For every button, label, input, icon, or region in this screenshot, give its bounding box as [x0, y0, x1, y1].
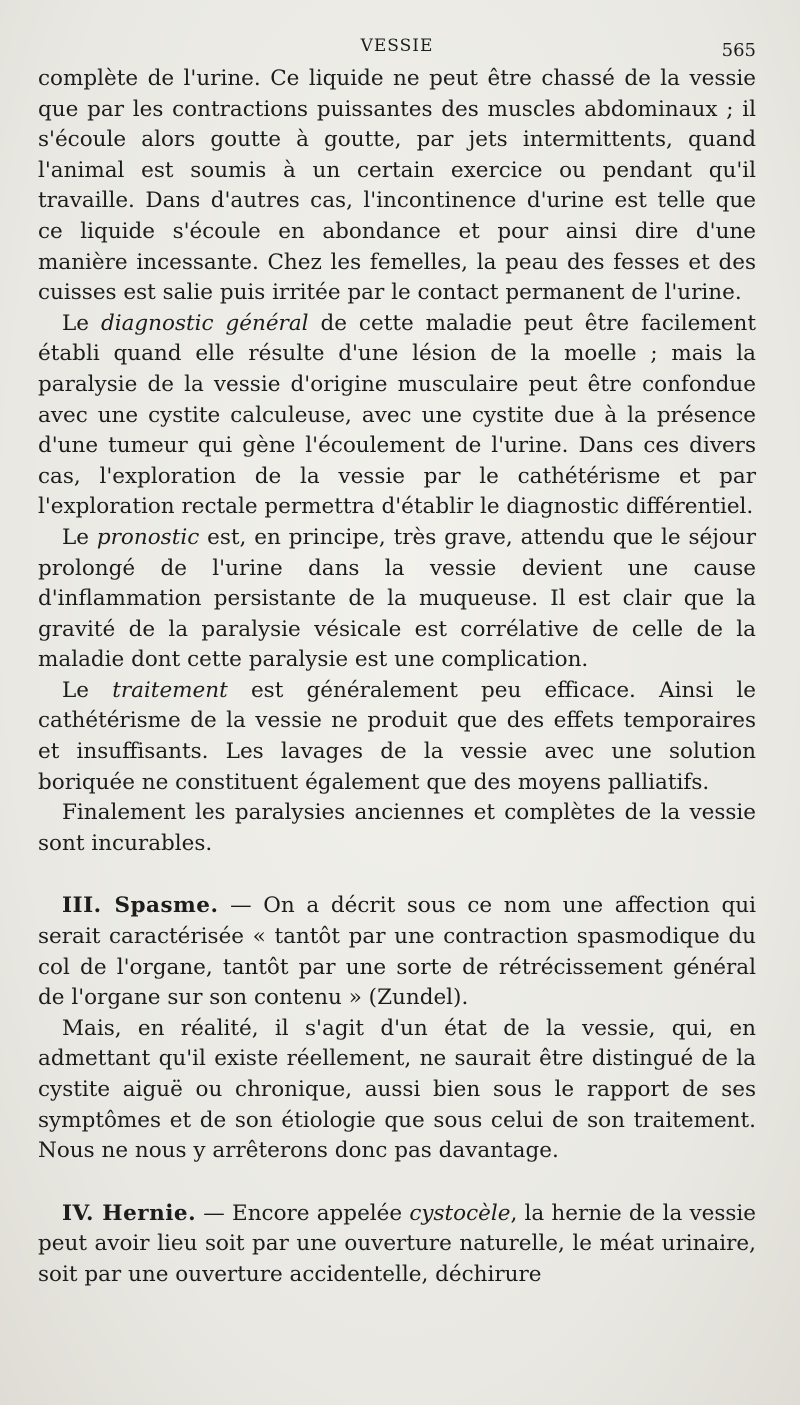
- term-traitement: traitement: [112, 677, 228, 703]
- paragraph-incontinence: complète de l'urine. Ce liquide ne peut être chassé de la vessie que par les contractions puissantes des muscles abdominaux ; il s'écoule alors goutte à goutte, par jets intermittents, quand l'animal est soumis à un certain exercice ou pendant qu'il travaille. Dans d'autres cas, l'incontinence d'urine est telle que ce liquide s'écoule en abondance et pour ainsi dire d'une manière incessante. Chez les femelles, la peau des fesses et des cuisses est salie puis irritée par le contact permanent de l'urine.: [38, 66, 756, 306]
- term-pronostic: pronostic: [96, 524, 200, 550]
- paragraph-text: — On a décrit sous ce nom une affection qui serait caractérisée « tantôt par une contraction spasmodique du col de l'organe, tantôt par une sorte de rétrécissement général de l'organe sur son contenu » (Zundel).: [38, 893, 757, 1011]
- paragraph-text: est généralement peu efficace. Ainsi le cathétérisme de la vessie ne produit que des effets temporaires et insuffisants. Les lavages de la vessie avec une solution boriquée ne constituent également que des moyens palliatifs.: [38, 677, 756, 795]
- term-diagnostic: diagnostic général: [100, 310, 309, 336]
- term-cystocele: cystocèle: [409, 1200, 511, 1226]
- paragraph-text: — Encore appelée: [196, 1200, 410, 1226]
- paragraph-diagnostic: [38, 309, 756, 523]
- body-text: [38, 64, 756, 1291]
- paragraph-traitement: [38, 676, 756, 798]
- paragraph-spasme-discussion: Mais, en réalité, il s'agit d'un état de la vessie, qui, en admettant qu'il existe réellement, ne saurait être distingué de la cystite aiguë ou chronique, aussi bien sous le rapport de ses symptômes et de son étiologie que sous celui de son traitement. Nous ne nous y arrêterons donc pas davantage.: [38, 1015, 756, 1164]
- section-spasme: [38, 891, 756, 1013]
- paragraph-lead: Le: [62, 524, 97, 550]
- paragraph-lead: Le: [62, 677, 113, 703]
- paragraph-text: est, en principe, très grave, attendu que le séjour prolongé de l'urine dans la vessie devient une cause d'inflammation persistante de la muqueuse. Il est clair que la gravité de la paralysie vésicale est corrélative de celle de la maladie dont cette paralysie est une complication.: [38, 524, 756, 673]
- paragraph-text: de cette maladie peut être facilement établi quand elle résulte d'une lésion de la moelle ; mais la paralysie de la vessie d'origine musculaire peut être confondue avec une cystite calculeuse, avec une cystite due à la présence d'une tumeur qui gène l'écoulement de l'urine. Dans ces divers cas, l'exploration de la vessie par le cathétérisme et par l'exploration rectale permettra d'établir le diagnostic différentiel.: [38, 310, 756, 520]
- running-title: VESSIE: [360, 36, 434, 56]
- page-header: [38, 28, 756, 64]
- paragraph-text: , la hernie de la vessie peut avoir lieu soit par une ouverture naturelle, le méat urinaire, soit par une ouverture accidentelle, déchirure: [38, 1200, 757, 1287]
- section-heading-hernie: IV. Hernie.: [62, 1200, 197, 1226]
- section-heading-spasme: III. Spasme.: [62, 893, 219, 919]
- paragraph-pronostic: [38, 523, 756, 676]
- paragraph-incurables: Finalement les paralysies anciennes et complètes de la vessie sont incurables.: [38, 800, 756, 856]
- paragraph-lead: Le: [62, 310, 101, 336]
- section-hernie: [38, 1199, 756, 1291]
- page-number: 565: [721, 40, 756, 61]
